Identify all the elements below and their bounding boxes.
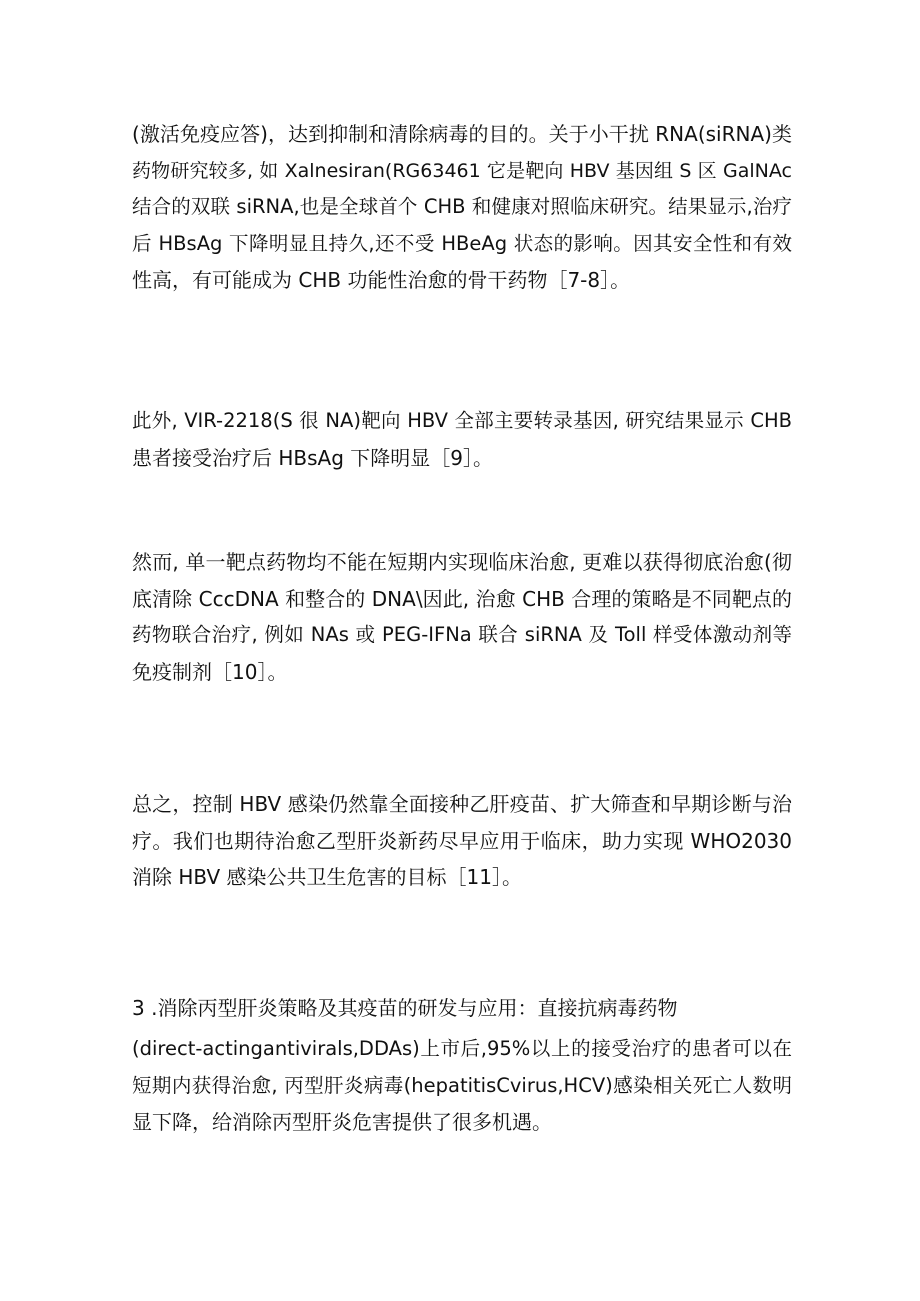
paragraph-summary: [132, 786, 792, 896]
paragraph-sirna-drugs: [132, 116, 792, 299]
paragraph-line: 短期内获得治愈, 丙型肝炎病毒(hepatitisCvirus,HCV)感染相关死亡人数明: [132, 1073, 792, 1097]
paragraph-line: 此外, VIR-2218(S 很 NA)靶向 HBV 全部主要转录基因, 研究结果显示 CHB: [132, 409, 792, 432]
paragraph-line: 消除 HBV 感染公共卫生危害的目标［11］。: [132, 865, 522, 889]
paragraph-line: (direct-actingantivirals,DDAs)上市后,95%以上的接受治疗的患者可以在: [132, 1037, 792, 1060]
paragraph-line: 显下降，给消除丙型肝炎危害提供了很多机遇。: [132, 1110, 552, 1134]
paragraph-line: 患者接受治疗后 HBsAg 下降明显［9］。: [132, 445, 493, 470]
paragraph-line: 性高，有可能成为 CHB 功能性治愈的骨干药物［7-8］。: [132, 268, 631, 292]
paragraph-line: 然而, 单一靶点药物均不能在短期内实现临床治愈, 更难以获得彻底治愈(彻: [132, 550, 792, 574]
paragraph-line: 总之，控制 HBV 感染仍然靠全面接种乙肝疫苗、扩大筛查和早期诊断与治: [132, 792, 792, 816]
paragraph-line: 结合的双联 siRNA,也是全球首个 CHB 和健康对照临床研究。结果显示,治疗: [132, 195, 792, 218]
section-heading-line: 3 .消除丙型肝炎策略及其疫苗的研发与应用：直接抗病毒药物: [132, 996, 678, 1020]
paragraph-line: 底清除 CccDNA 和整合的 DNA\因此, 治愈 CHB 合理的策略是不同靶点的: [132, 586, 792, 611]
paragraph-line: 免疫制剂［10］。: [132, 659, 288, 684]
section-heading-hcv: [132, 990, 792, 1027]
paragraph-line: 药物研究较多, 如 Xalnesiran(RG63461 它是靶向 HBV 基因组 S 区 GalNAc: [132, 159, 792, 182]
paragraph-vir-2218: [132, 403, 792, 476]
paragraph-line: 疗。我们也期待治愈乙型肝炎新药尽早应用于临床，助力实现 WHO2030: [132, 828, 792, 853]
paragraph-line: (激活免疫应答)，达到抑制和清除病毒的目的。关于小干扰 RNA(siRNA)类: [132, 122, 792, 146]
paragraph-daa-hcv: [132, 1031, 792, 1141]
paragraph-combination-therapy: [132, 544, 792, 690]
paragraph-line: 后 HBsAg 下降明显且持久,还不受 HBeAg 状态的影响。因其安全性和有效: [132, 231, 792, 255]
paragraph-line: 药物联合治疗, 例如 NAs 或 PEG-IFNa 联合 siRNA 及 Toll 样受体激动剂等: [132, 623, 792, 646]
